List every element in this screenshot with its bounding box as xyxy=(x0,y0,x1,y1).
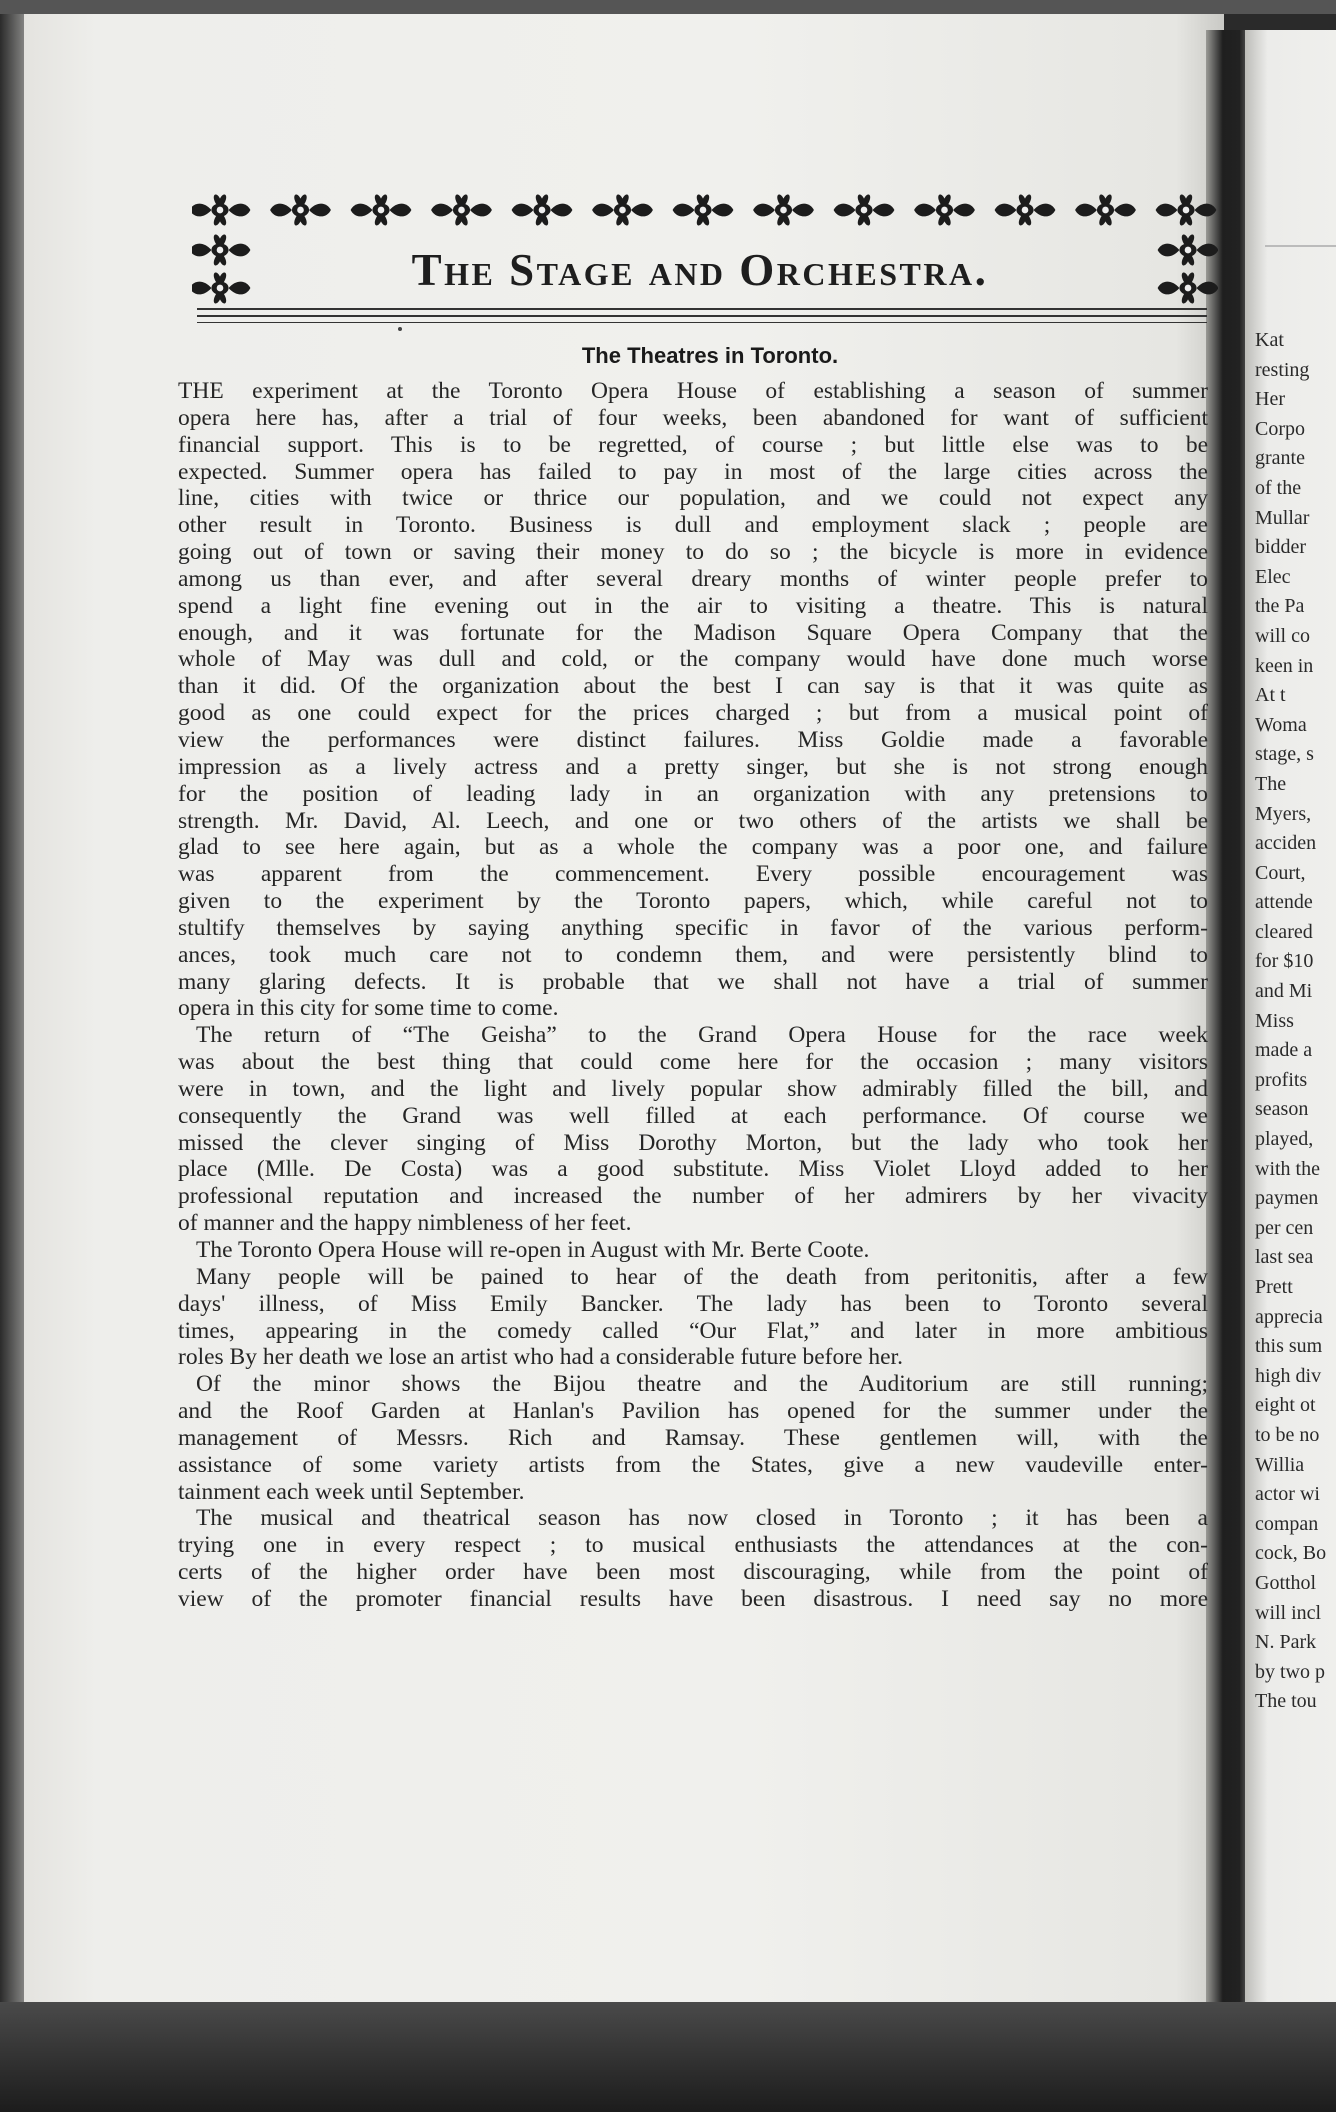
article-line: good as one could expect for the prices charged ; but from a musical point of xyxy=(178,700,1208,727)
next-page-line: actor wi xyxy=(1255,1483,1320,1506)
next-page-line: paymen xyxy=(1255,1187,1319,1210)
next-page-line: per cen xyxy=(1255,1216,1314,1239)
article-line: than it did. Of the organization about the best I can say is that it was quite as xyxy=(178,673,1208,700)
article-line: were in town, and the light and lively popular show admirably filled the bill, and xyxy=(178,1075,1208,1102)
article-line: other result in Toronto. Business is dull and employment slack ; people are xyxy=(178,512,1208,539)
scan-top-edge xyxy=(0,0,1336,14)
article-line: The musical and theatrical season has now closed in Toronto ; it has been a xyxy=(196,1505,1208,1532)
next-page-line: Prett xyxy=(1255,1276,1293,1298)
next-page-line: stage, s xyxy=(1255,743,1314,766)
next-page-line: profits xyxy=(1255,1068,1308,1091)
next-page-line: season xyxy=(1255,1098,1309,1121)
article-line: missed the clever singing of Miss Dorothy Morton, but the lady who took her xyxy=(178,1129,1208,1156)
article-line: stultify themselves by saying anything specific in favor of the various perform- xyxy=(178,914,1208,941)
article-line: view the performances were distinct failures. Miss Goldie made a favorable xyxy=(178,726,1208,753)
next-page-line: for $10 xyxy=(1255,950,1314,973)
article-line: The Toronto Opera House will re-open in August with Mr. Berte Coote. xyxy=(196,1237,870,1263)
next-page-line: acciden xyxy=(1255,832,1317,855)
article-line: whole of May was dull and cold, or the company would have done much worse xyxy=(178,646,1208,673)
article-line: among us than ever, and after several dreary months of winter people prefer to xyxy=(178,565,1208,592)
scan-bottom-edge xyxy=(0,2002,1336,2112)
next-page-rule xyxy=(1265,245,1336,247)
next-page-line: Myers, xyxy=(1255,802,1312,825)
article-line: opera in this city for some time to come. xyxy=(178,995,559,1022)
article-body xyxy=(178,378,1208,1613)
next-page-line: the Pa xyxy=(1255,595,1305,618)
article-line: tainment each week until September. xyxy=(178,1478,525,1505)
article-line: Of the minor shows the Bijou theatre and the Auditorium are still running; xyxy=(196,1371,1208,1398)
title-rule-top xyxy=(197,308,1207,310)
book-gutter xyxy=(1206,30,1248,2005)
next-page-line: Corpo xyxy=(1255,417,1305,440)
next-page-line: Mullar xyxy=(1255,506,1310,529)
article-line: management of Messrs. Rich and Ramsay. These gentlemen will, with the xyxy=(178,1424,1208,1451)
next-page-line: last sea xyxy=(1255,1246,1314,1269)
next-page-line: will incl xyxy=(1255,1601,1322,1624)
next-page-line: eight ot xyxy=(1255,1394,1316,1417)
article-line: given to the experiment by the Toronto papers, which, while careful not to xyxy=(178,888,1208,915)
next-page-line: Gotthol xyxy=(1255,1571,1317,1594)
title-rule-bottom xyxy=(197,322,1207,323)
next-page-line: this sum xyxy=(1255,1335,1323,1358)
next-page-line: Miss xyxy=(1255,1009,1294,1032)
next-page-line: resting xyxy=(1255,358,1310,381)
next-page-line: high div xyxy=(1255,1364,1322,1387)
next-page-line: played, xyxy=(1255,1128,1314,1151)
next-page-line: Elec xyxy=(1255,565,1291,588)
next-page-line: to be no xyxy=(1255,1423,1320,1446)
next-page-line: Woma xyxy=(1255,713,1307,736)
article-line: days' illness, of Miss Emily Bancker. The lady has been to Toronto several xyxy=(178,1290,1208,1317)
article-line: assistance of some variety artists from the States, give a new vaudeville enter- xyxy=(178,1451,1208,1478)
article-line: view of the promoter financial results have been disastrous. I need say no more xyxy=(178,1585,1208,1612)
article-line: ances, took much care not to condemn them, and were persistently blind to xyxy=(178,941,1208,968)
next-page-line: will co xyxy=(1255,624,1310,647)
article-line: was apparent from the commencement. Every possible encouragement was xyxy=(178,861,1208,888)
article-line: times, appearing in the comedy called “Our Flat,” and later in more ambitious xyxy=(178,1317,1208,1344)
article-line: The return of “The Geisha” to the Grand Opera House for the race week xyxy=(196,1022,1208,1049)
article-line: line, cities with twice or thrice our population, and we could not expect any xyxy=(178,485,1208,512)
article-line: impression as a lively actress and a pretty singer, but she is not strong enough xyxy=(178,753,1208,780)
next-page-line: made a xyxy=(1255,1039,1313,1062)
article-line: THE experiment at the Toronto Opera House of establishing a season of summer xyxy=(178,378,1208,404)
article-line: professional reputation and increased the number of her admirers by her vivacity xyxy=(178,1183,1208,1210)
article-line: going out of town or saving their money to do so ; the bicycle is more in evidence xyxy=(178,539,1208,566)
article-line: spend a light fine evening out in the air to visiting a theatre. This is natural xyxy=(178,592,1208,619)
article-line: enough, and it was fortunate for the Madison Square Opera Company that the xyxy=(178,619,1208,646)
article-line: for the position of leading lady in an organization with any pretensions to xyxy=(178,780,1208,807)
title-rule-middle xyxy=(197,315,1207,317)
article-line: many glaring defects. It is probable that we shall not have a trial of summer xyxy=(178,968,1208,995)
print-speck xyxy=(398,327,402,331)
article-line: and the Roof Garden at Hanlan's Pavilion has opened for the summer under the xyxy=(178,1398,1208,1425)
next-page-line: keen in xyxy=(1255,654,1314,677)
article-line: opera here has, after a trial of four weeks, been abandoned for want of sufficient xyxy=(178,404,1208,431)
article-line: glad to see here again, but as a whole the company was a poor one, and failure xyxy=(178,834,1208,861)
next-page-line: The xyxy=(1255,772,1287,795)
scan-left-edge xyxy=(0,14,26,2004)
article-line: strength. Mr. David, Al. Leech, and one or two others of the artists we shall be xyxy=(178,807,1208,834)
article-line: consequently the Grand was well filled at each performance. Of course we xyxy=(178,1102,1208,1129)
next-page-line: grante xyxy=(1255,447,1305,470)
next-page-line: N. Park xyxy=(1255,1631,1317,1654)
article-line: expected. Summer opera has failed to pay in most of the large cities across the xyxy=(178,458,1208,485)
article-line: trying one in every respect ; to musical enthusiasts the attendances at the con- xyxy=(178,1532,1208,1559)
next-page-line: Kat xyxy=(1255,329,1284,351)
next-page-text xyxy=(1255,326,1336,1717)
next-page-line: cock, Bo xyxy=(1255,1542,1327,1565)
next-page-line: compan xyxy=(1255,1512,1319,1535)
next-page-line: Willia xyxy=(1255,1453,1305,1476)
next-page-line: Court, xyxy=(1255,861,1306,884)
next-page-line: bidder xyxy=(1255,536,1307,559)
next-page-line: with the xyxy=(1255,1157,1320,1180)
article-line: was about the best thing that could come here for the occasion ; many visitors xyxy=(178,1049,1208,1076)
next-page-line: by two p xyxy=(1255,1660,1325,1683)
next-page-line: apprecia xyxy=(1255,1305,1323,1328)
section-title: The Stage and Orchestra. xyxy=(411,245,989,295)
next-page-line: cleared xyxy=(1255,920,1313,943)
article-line: certs of the higher order have been most discouraging, while from the point of xyxy=(178,1559,1208,1586)
article-line: financial support. This is to be regretted, of course ; but little else was to be xyxy=(178,431,1208,458)
article-heading: The Theatres in Toronto. xyxy=(581,343,839,368)
article-line: place (Mlle. De Costa) was a good substitute. Miss Violet Lloyd added to her xyxy=(178,1156,1208,1183)
next-page-line: attende xyxy=(1255,891,1313,914)
next-page-partial xyxy=(1245,30,1336,2005)
next-page-line: At t xyxy=(1255,684,1286,707)
next-page-line: of the xyxy=(1255,476,1302,499)
next-page-line: Her xyxy=(1255,388,1285,411)
article-line: Many people will be pained to hear of the death from peritonitis, after a few xyxy=(196,1263,1208,1290)
article-line: of manner and the happy nimbleness of her feet. xyxy=(178,1210,632,1237)
next-page-line: The tou xyxy=(1255,1690,1317,1713)
article-line: roles By her death we lose an artist who had a considerable future before her. xyxy=(178,1344,903,1371)
next-page-line: and Mi xyxy=(1255,980,1313,1003)
